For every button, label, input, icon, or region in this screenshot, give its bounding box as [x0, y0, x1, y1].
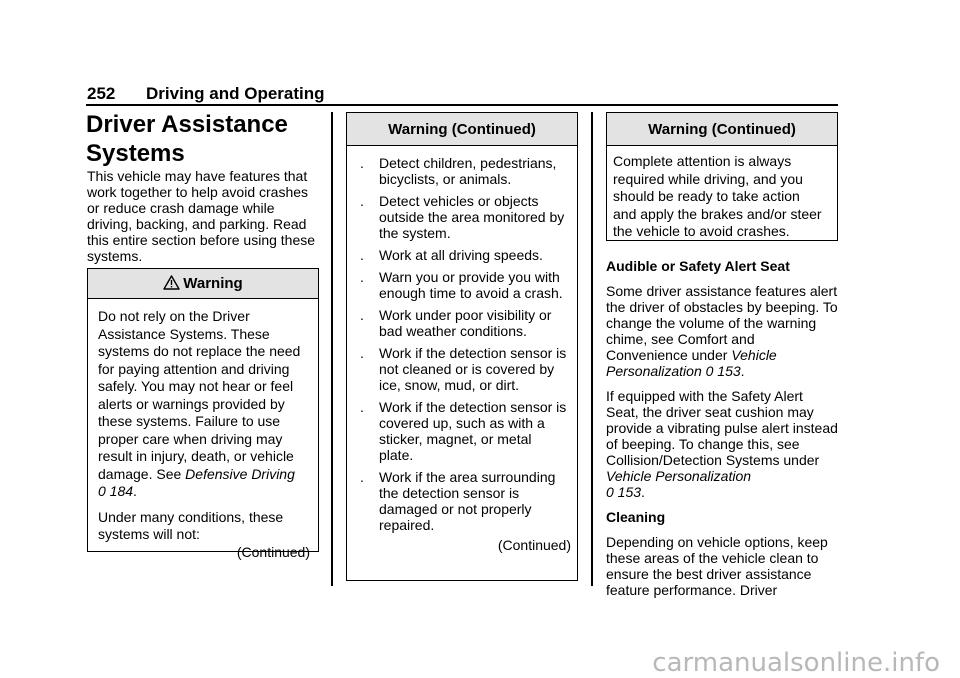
- alert-seat-text-2: If equipped with the Safety Alert Seat, the driver seat cushion may provide a vibrating pulse alert instead of beeping. To change this, see Collision/Detection Systems under: [606, 388, 838, 468]
- warning-text: Do not rely on the Driver Assistance Systems. These systems do not replace the need for paying attention and driving safely. You may not hear or feel alerts or warnings provided by these systems. Failure to use proper care when driving may result in injury, death, or vehicle damage. See Defensive Driving 0 184.: [98, 308, 301, 499]
- list-item: . Work if the detection sensor is not cleaned or is covered by ice, snow, mud, or dirt.: [360, 345, 567, 393]
- link-vehicle-personalization-2[interactable]: Vehicle Personalization: [606, 468, 752, 484]
- warning-text-main: Do not rely on the Driver Assistance Systems. These systems do not replace the need for paying attention and driving safely. You may not hear or feel alerts or warnings provided by these systems. Failure to use proper care when driving may result in injury, death, or vehicle damage. See: [98, 308, 301, 482]
- warning-triangle-icon: [163, 271, 180, 301]
- page-heading: Driver Assistance Systems: [86, 111, 288, 167]
- conditions-list: [353, 155, 567, 533]
- warning-continued-text: Complete attention is always required while driving, and you should be ready to take action and apply the brakes and/or steer the vehicle to avoid crashes.: [613, 153, 822, 239]
- list-item: . Work at all driving speeds.: [360, 247, 543, 263]
- column-3-content: [606, 258, 838, 598]
- warning-continued-box-2: [606, 112, 838, 241]
- warning-header: [88, 269, 318, 299]
- warning-title: Warning: [183, 275, 243, 292]
- heading-alert-seat: Audible or Safety Alert Seat: [606, 258, 790, 274]
- list-item: . Detect vehicles or objects outside the area monitored by the system.: [360, 193, 565, 241]
- section-title: Driving and Operating: [146, 84, 325, 103]
- warning-text-conditions: Under many conditions, these systems will not:: [98, 508, 284, 542]
- list-item: . Detect children, pedestrians, bicyclists, or animals.: [360, 155, 557, 187]
- list-item: . Work if the area surrounding the detection sensor is damaged or not properly repaired.: [360, 469, 556, 533]
- link-vehicle-personalization-1[interactable]: Vehicle Personalization: [606, 347, 777, 379]
- warning-continued-box-1: [346, 112, 578, 581]
- warning-box: [87, 268, 319, 560]
- column-divider-2: [591, 112, 593, 586]
- cleaning-paragraph: Depending on vehicle options, keep these areas of the vehicle clean to ensure the best driver assistance feature performance. Driver: [606, 534, 828, 598]
- column-divider-1: [331, 112, 333, 586]
- continued-label-1: (Continued): [236, 543, 310, 560]
- page-number: 252: [87, 84, 116, 103]
- intro-paragraph: This vehicle may have features that work together to help avoid crashes or reduce crash damage while driving, backing, and parking. Read this entire section before using these systems.: [87, 168, 316, 264]
- warning-continued-header-1: Warning (Continued): [347, 113, 577, 146]
- list-item: . Work if the detection sensor is covered up, such as with a sticker, magnet, or metal plate.: [360, 399, 567, 463]
- watermark: carmanualsonline.info: [652, 648, 940, 678]
- alert-seat-paragraph-1: Some driver assistance features alert the driver of obstacles by beeping. To change the volume of the warning chime, see Comfort and Convenience under Vehicle Personalization 0 153.: [606, 283, 838, 379]
- page-ref-184[interactable]: 0 184: [98, 483, 134, 499]
- header-rule: [86, 104, 838, 106]
- alert-seat-paragraph-2: If equipped with the Safety Alert Seat, the driver seat cushion may provide a vibrating pulse alert instead of beeping. To change this, see Collision/Detection Systems under Vehicle Personalization 0 153.: [606, 388, 838, 500]
- heading-cleaning: Cleaning: [606, 509, 666, 525]
- page-ref-153-a[interactable]: 0 153: [705, 363, 741, 379]
- warning-continued-header-2: Warning (Continued): [607, 113, 837, 146]
- page-ref-153-b[interactable]: 0 153: [606, 484, 642, 500]
- continued-label-2: (Continued): [497, 537, 571, 553]
- list-item: . Work under poor visibility or bad weather conditions.: [360, 307, 552, 339]
- alert-seat-text-1: Some driver assistance features alert the driver of obstacles by beeping. To change the volume of the warning chime, see Comfort and Convenience under: [606, 283, 838, 363]
- link-defensive-driving[interactable]: Defensive Driving: [185, 465, 295, 482]
- list-item: . Warn you or provide you with enough time to avoid a crash.: [360, 269, 563, 301]
